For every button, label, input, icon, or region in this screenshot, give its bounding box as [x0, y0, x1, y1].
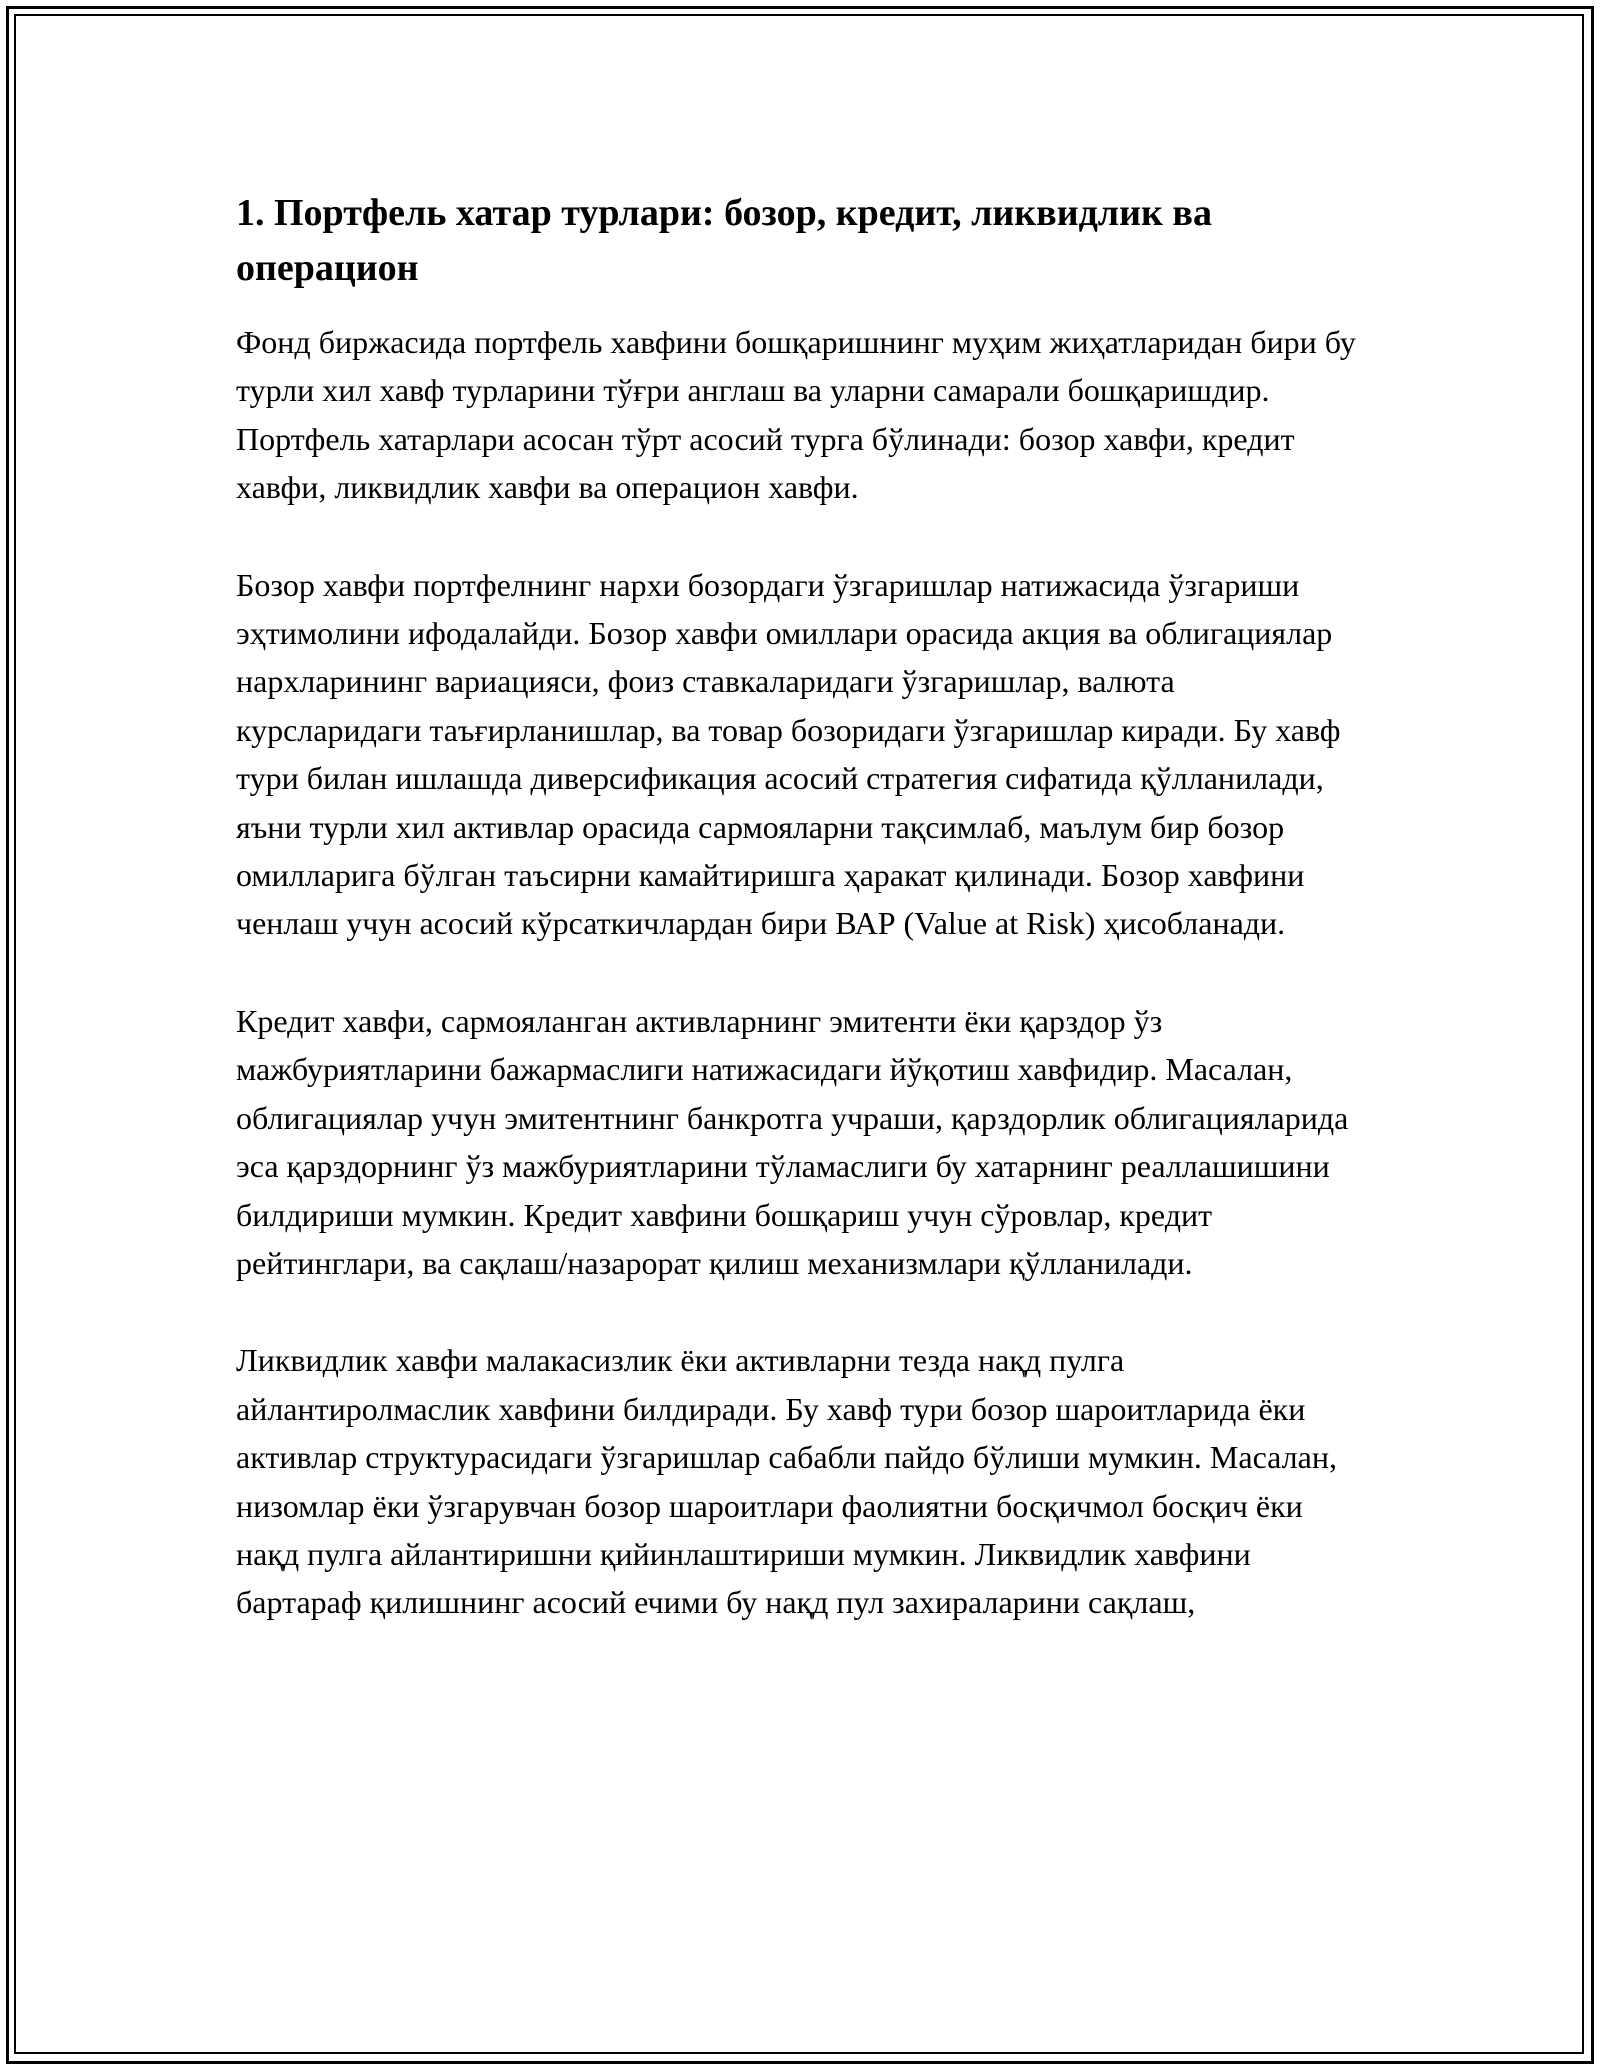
paragraph-market-risk: Бозор хавфи портфелнинг нархи бозордаги ўзгаришлар натижасида ўзгариши эҳтимолини ифодалайди. Бозор хавфи омиллари орасида акция ва облигациялар нархларининг вариацияси, фоиз ставкаларидаги ўзгаришлар, валюта курсларидаги таъғирланишлар, ва товар бозоридаги ўзгаришлар киради. Бу хавф тури билан ишлашда диверсификация асосий стратегия сифатида қўлланилади, яъни турли хил активлар орасида сармояларни тақсимлаб, маълум бир бозор омилларига бўлган таъсирни камайтиришга ҳаракат қилинади. Бозор хавфини ченлаш учун асосий кўрсаткичлардан бири ВАР (Value at Risk) ҳисобланади. — [236, 566, 1341, 942]
paragraph-credit-risk: Кредит хавфи, сармояланган активларнинг эмитенти ёки қарздор ўз мажбуриятларини бажармаслиги натижасидаги йўқотиш хавфидир. Масалан, облигациялар учун эмитентнинг банкротга учраши, қарздорлик облигацияларида эса қарздорнинг ўз мажбуриятларини тўламаслиги бу хатарнинг реаллашишини билдириши мумкин. Кредит хавфини бошқариш учун сўровлар, кредит рейтинглари, ва сақлаш/назарорат қилиш механизмлари қўлланилади. — [236, 1002, 1349, 1281]
document-body — [236, 186, 1366, 1676]
paragraph-intro: Фонд биржасида портфель хавфини бошқаришнинг муҳим жиҳатларидан бири бу турли хил хавф турларини тўғри англаш ва уларни самарали бошқаришдир. Портфель хатарлари асосан тўрт асосий турга бўлинади: бозор хавфи, кредит хавфи, ликвидлик хавфи ва операцион хавфи. — [236, 324, 1356, 506]
paragraph-liquidity-risk: Ликвидлик хавфи малакасизлик ёки активларни тезда нақд пулга айлантиролмаслик хавфини билдиради. Бу хавф тури бозор шароитларида ёки активлар структурасидаги ўзгаришлар сабабли пайдо бўлиши мумкин. Масалан, низомлар ёки ўзгарувчан бозор шароитлари фаолиятни босқичмол босқич ёки нақд пулга айлантиришни қийинлаштириши мумкин. Ликвидлик хавфини бартараф қилишнинг асосий ечими бу нақд пул захираларини сақлаш, — [236, 1342, 1337, 1621]
section-heading: 1. Портфель хатар турлари: бозор, кредит, ликвидлик ва операцион — [236, 192, 1212, 289]
